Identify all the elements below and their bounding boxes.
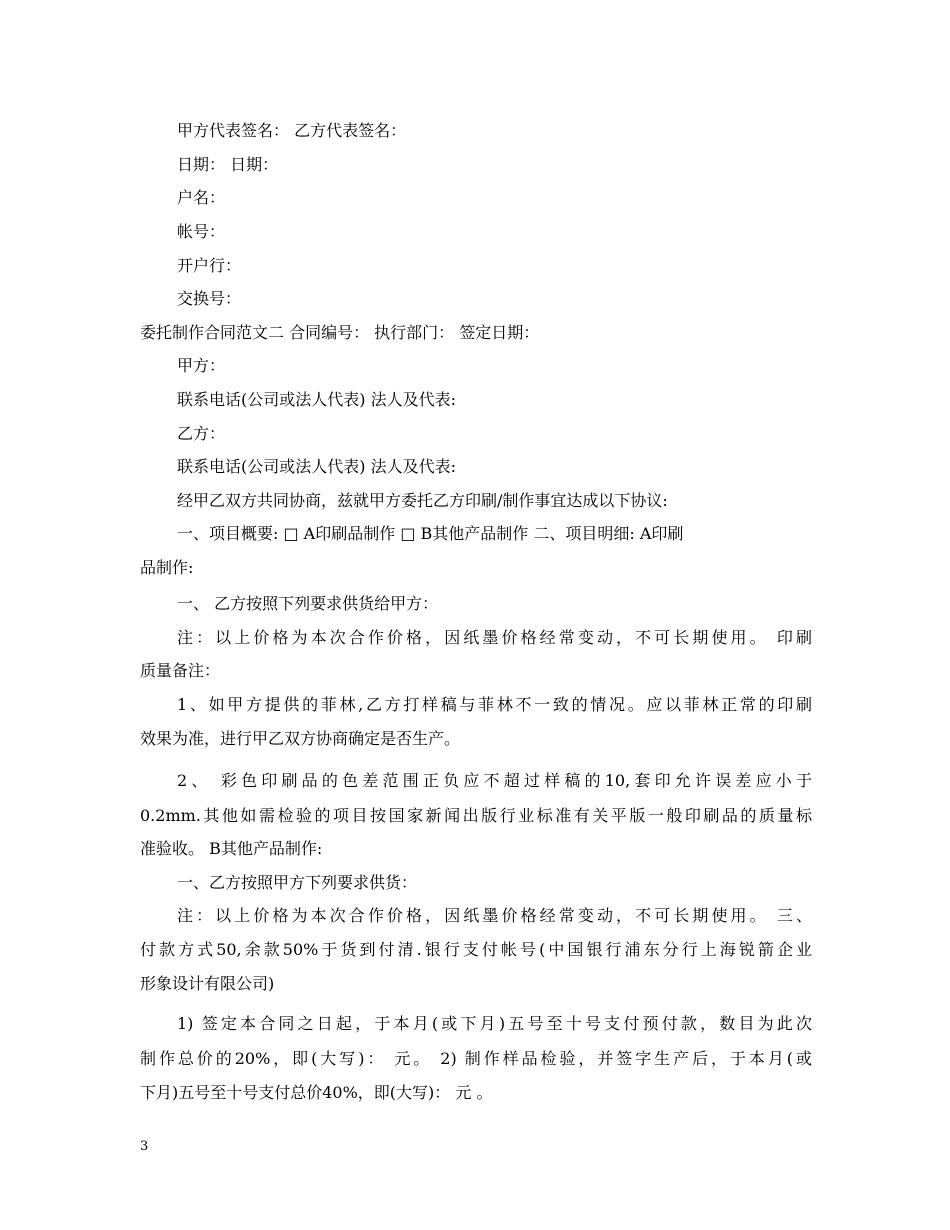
contract-title-line: 委托制作合同范文二 合同编号： 执行部门： 签定日期： — [140, 323, 540, 342]
project-overview-line: 一、项目概要: □ A印刷品制作 □ B其他产品制作 二、项目明细: A印刷 — [177, 524, 684, 543]
payment-term-1-line: 1) 签定本合同之日起，于本月(或下月)五号至十号支付预付款，数目为此次 — [177, 1014, 812, 1033]
bank-line: 开户行： — [177, 256, 242, 275]
price-note-line: 注：以上价格为本次合作价格，因纸墨价格经常变动，不可长期使用。 印刷 — [177, 628, 812, 647]
payment-method-cont-line: 形象设计有限公司) — [140, 974, 275, 993]
quality-item-1-line: 1、如甲方提供的菲林,乙方打样稿与菲林不一致的情况。应以菲林正常的印刷 — [177, 695, 812, 714]
payment-method-line: 付款方式50,余款50%于货到付清.银行支付帐号(中国银行浦东分行上海锐箭企业 — [140, 940, 812, 959]
account-name-line: 户名： — [177, 188, 226, 207]
quality-item-1-cont-line: 效果为准，进行甲乙双方协商确定是否生产。 — [140, 729, 461, 748]
account-number-line: 帐号： — [177, 222, 226, 241]
project-overview-cont-line: 品制作: — [140, 558, 194, 577]
price-note-2-line: 注：以上价格为本次合作价格，因纸墨价格经常变动，不可长期使用。 三、 — [177, 906, 812, 925]
party-b-contact-line: 联系电话(公司或法人代表) 法人及代表: — [177, 457, 456, 476]
other-supply-line: 一、乙方按照甲方下列要求供货： — [177, 873, 418, 892]
quality-item-2-line: 2、 彩色印刷品的色差范围正负应不超过样稿的10,套印允许误差应小于 — [177, 771, 812, 790]
quality-item-2-cont-line: 0.2mm.其他如需检验的项目按国家新闻出版行业标准有关平版一般印刷品的质量标 — [140, 806, 812, 825]
signature-line: 甲方代表签名： 乙方代表签名： — [177, 121, 407, 140]
party-a-line: 甲方： — [177, 356, 226, 375]
quality-item-2-end-line: 准验收。 B其他产品制作: — [140, 839, 323, 858]
party-b-line: 乙方： — [177, 424, 226, 443]
exchange-number-line: 交换号： — [177, 289, 242, 308]
supply-requirement-line: 一、 乙方按照下列要求供货给甲方： — [177, 594, 439, 613]
quality-note-line: 质量备注： — [140, 661, 221, 680]
payment-term-2-line: 下月)五号至十号支付总价40%，即(大写)： 元 。 — [140, 1083, 493, 1102]
date-line: 日期： 日期： — [177, 155, 279, 174]
party-a-contact-line: 联系电话(公司或法人代表) 法人及代表: — [177, 390, 456, 409]
payment-term-1-cont-line: 制作总价的20%，即(大写)： 元。 2) 制作样品检验，并签字生产后，于本月(或 — [140, 1049, 812, 1068]
page-number: 3 — [140, 1139, 149, 1154]
agreement-intro-line: 经甲乙双方共同协商，兹就甲方委托乙方印刷/制作事宜达成以下协议: — [177, 491, 668, 510]
